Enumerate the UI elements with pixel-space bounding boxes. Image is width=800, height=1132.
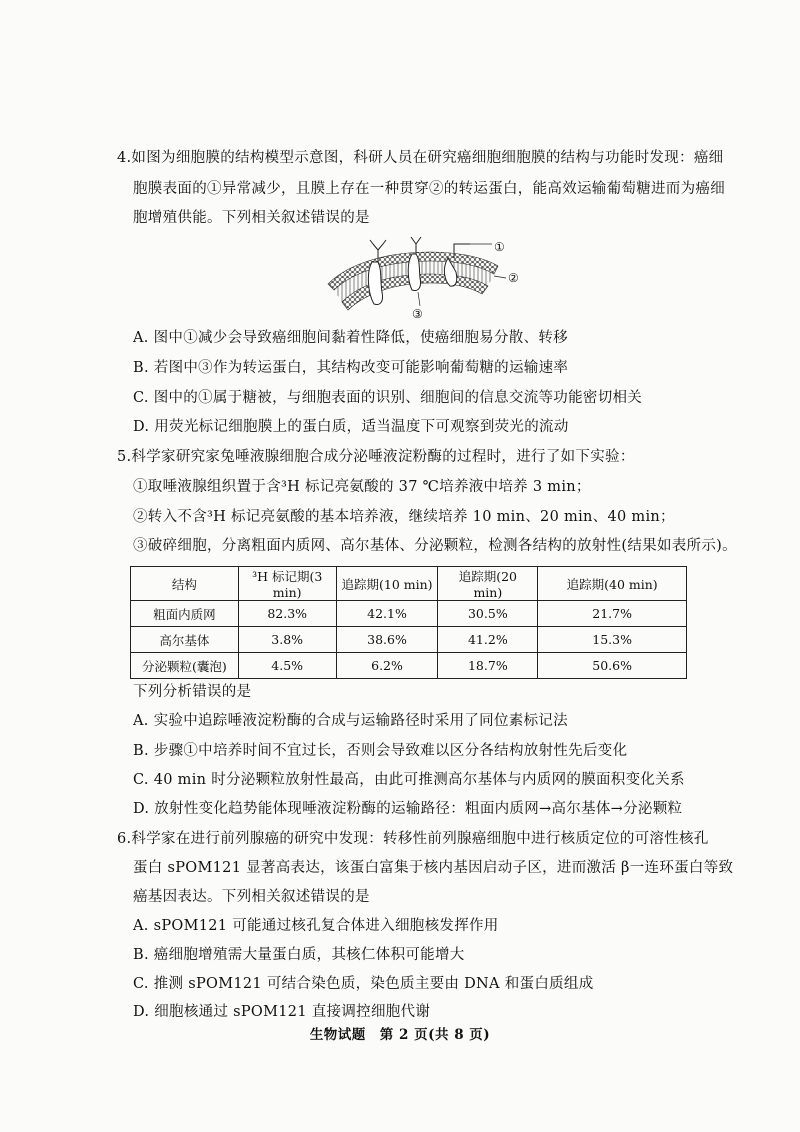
table-cell: 分泌颗粒(囊泡) [131,653,239,679]
q5-prompt: 下列分析错误的是 [133,684,252,700]
figure-label-3: ③ [412,307,424,321]
q6-option-c: C. 推测 sPOM121 可结合染色质，染色质主要由 DNA 和蛋白质组成 [133,976,594,992]
table-header: 追踪期(10 min) [336,567,438,601]
table-row [131,627,687,653]
table-row [131,601,687,627]
table-cell: 38.6% [336,627,438,653]
q4-option-c: C. 图中的①属于糖被，与细胞表面的识别、细胞间的信息交流等功能密切相关 [133,390,643,406]
table-cell: 82.3% [238,601,336,627]
table-header: 结构 [131,567,239,601]
q4-stem-line-2: 胞膜表面的①异常减少，且膜上存在一种贯穿②的转运蛋白，能高效运输葡萄糖进而为癌细 [133,181,725,197]
q5-option-a: A. 实验中追踪唾液淀粉酶的合成与运输路径时采用了同位素标记法 [133,713,568,729]
table-cell: 15.3% [538,627,687,653]
q5-option-b: B. 步骤①中培养时间不宜过长，否则会导致难以区分各结构放射性先后变化 [133,743,628,759]
figure-label-1: ① [494,240,506,254]
table-cell: 30.5% [438,601,538,627]
q5-stem-line-1: 5.科学家研究家兔唾液腺细胞合成分泌唾液淀粉酶的过程时，进行了如下实验： [117,449,635,465]
table-cell: 6.2% [336,653,438,679]
q4-stem-line-1: 4.如图为细胞膜的结构模型示意图，科研人员在研究癌细胞细胞膜的结构与功能时发现：癌细 [117,150,724,166]
q6-stem-line-3: 癌基因表达。下列相关叙述错误的是 [133,889,370,905]
q6-option-b: B. 癌细胞增殖需大量蛋白质，其核仁体积可能增大 [133,947,465,963]
q6-stem-line-2: 蛋白 sPOM121 显著高表达，该蛋白富集于核内基因启动子区，进而激活 β一连环蛋白等致 [133,860,734,876]
q4-option-d: D. 用荧光标记细胞膜上的蛋白质，适当温度下可观察到荧光的流动 [133,419,569,435]
table-header: ³H 标记期(3 min) [238,567,336,601]
q4-option-a: A. 图中①减少会导致癌细胞间黏着性降低，使癌细胞易分散、转移 [133,330,568,346]
q4-option-b: B. 若图中③作为转运蛋白，其结构改变可能影响葡萄糖的运输速率 [133,360,569,376]
q5-step-2: ②转入不含³H 标记亮氨酸的基本培养液，继续培养 10 min、20 min、40 min； [133,509,675,525]
table-cell: 18.7% [438,653,538,679]
q5-step-3: ③破碎细胞，分离粗面内质网、高尔基体、分泌颗粒，检测各结构的放射性(结果如表所示)。 [133,538,737,554]
table-cell: 21.7% [538,601,687,627]
table-header: 追踪期(20 min) [438,567,538,601]
table-cell: 42.1% [336,601,438,627]
table-cell: 50.6% [538,653,687,679]
figure-label-2: ② [508,271,520,285]
q6-option-d: D. 细胞核通过 sPOM121 直接调控细胞代谢 [133,1004,431,1020]
radioactivity-table [130,566,687,679]
table-cell: 4.5% [238,653,336,679]
table-cell: 41.2% [438,627,538,653]
q6-option-a: A. sPOM121 可能通过核孔复合体进入细胞核发挥作用 [133,918,499,934]
table-cell: 粗面内质网 [131,601,239,627]
q4-stem-line-3: 胞增殖供能。下列相关叙述错误的是 [133,210,370,226]
q5-step-1: ①取唾液腺组织置于含³H 标记亮氨酸的 37 ℃培养液中培养 3 min； [133,479,591,495]
q5-option-c: C. 40 min 时分泌颗粒放射性最高，由此可推测高尔基体与内质网的膜面积变化关系 [133,772,685,788]
q6-stem-line-1: 6.科学家在进行前列腺癌的研究中发现：转移性前列腺癌细胞中进行核质定位的可溶性核孔 [117,831,709,847]
page-footer: 生物试题 第 2 页(共 8 页) [309,1027,491,1043]
table-header: 追踪期(40 min) [538,567,687,601]
table-cell: 3.8% [238,627,336,653]
q5-option-d: D. 放射性变化趋势能体现唾液淀粉酶的运输路径：粗面内质网→高尔基体→分泌颗粒 [133,801,683,817]
table-row [131,653,687,679]
table-cell: 高尔基体 [131,627,239,653]
table-header-row [131,567,687,601]
